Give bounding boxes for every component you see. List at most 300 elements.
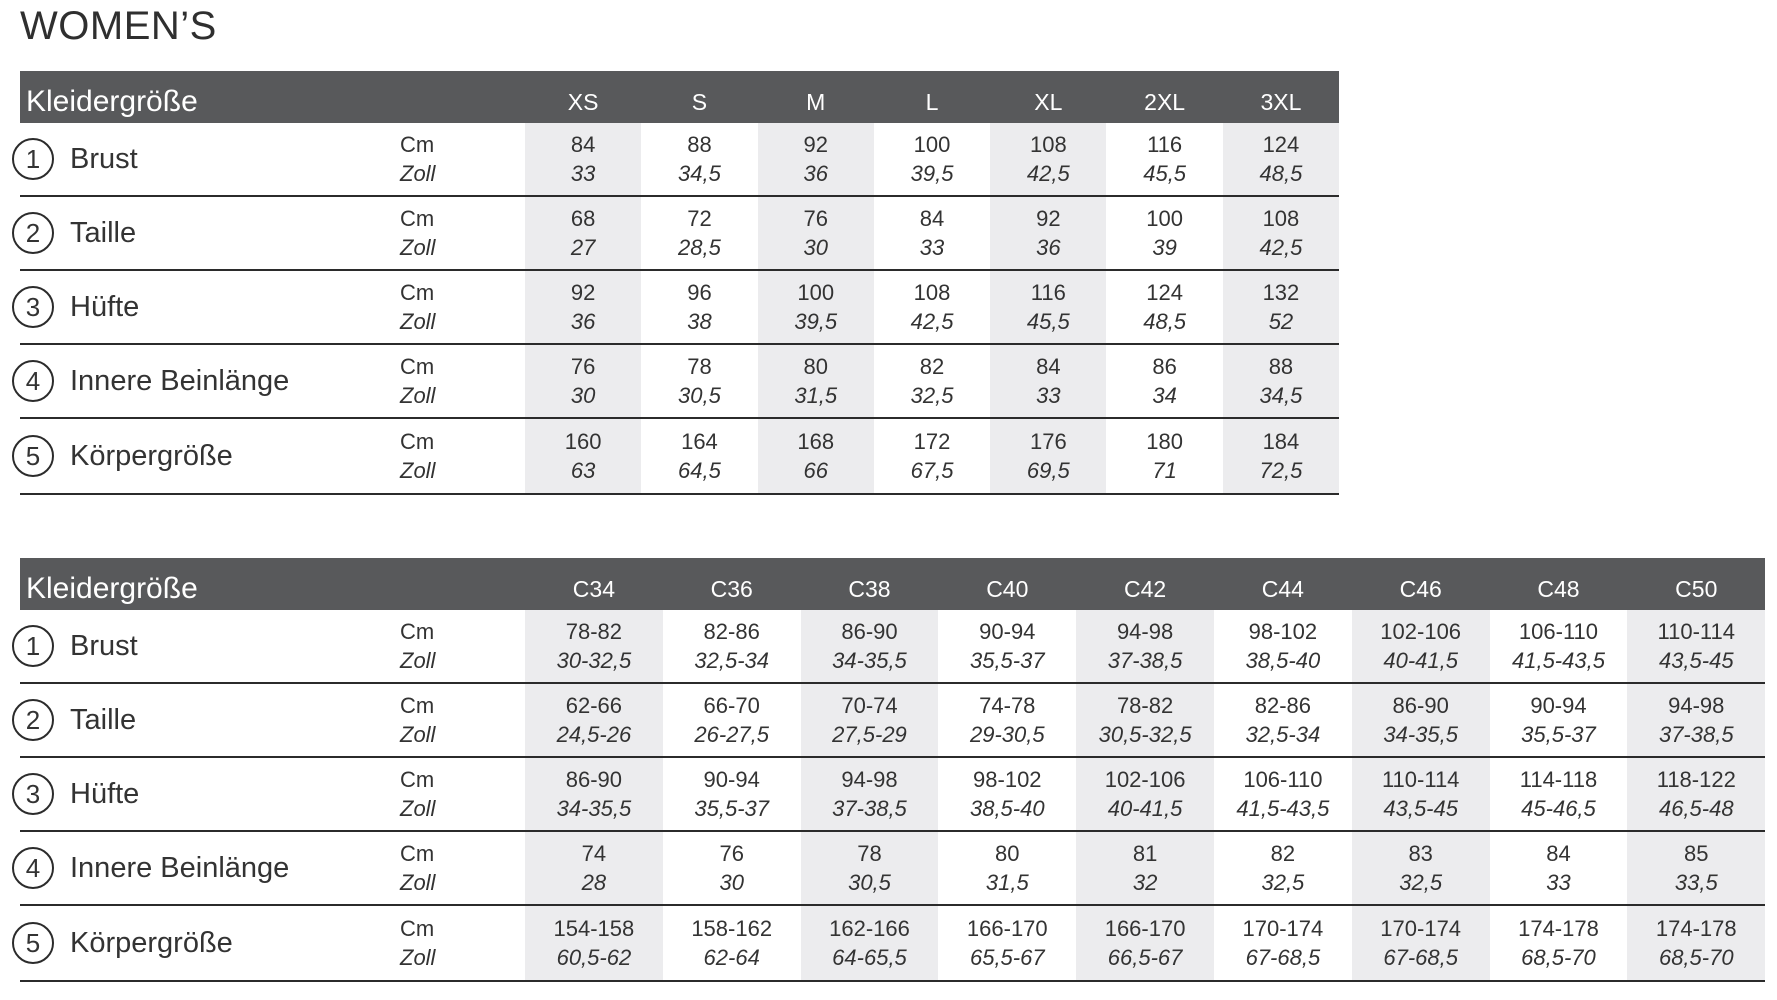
size-cell bbox=[641, 123, 757, 195]
value-inch: 37-38,5 bbox=[832, 796, 907, 821]
measurement-number: 4 bbox=[12, 847, 54, 889]
value-inch: 72,5 bbox=[1259, 458, 1303, 483]
size-cell bbox=[1352, 610, 1490, 682]
value-cm: 102-106 bbox=[1380, 619, 1462, 644]
size-cell bbox=[1352, 832, 1490, 904]
size-cell bbox=[1352, 758, 1490, 830]
unit-inch: Zoll bbox=[400, 870, 436, 895]
value-inch: 41,5-43,5 bbox=[1236, 796, 1330, 821]
value-inch: 32,5 bbox=[1399, 870, 1443, 895]
measurement-name: Hüfte bbox=[70, 290, 140, 323]
value-inch: 62-64 bbox=[703, 945, 760, 970]
value-cm: 170-174 bbox=[1242, 916, 1324, 941]
size-cell bbox=[1627, 684, 1765, 756]
unit-labels bbox=[400, 684, 525, 756]
measurement-label bbox=[20, 271, 400, 343]
value-inch: 27,5-29 bbox=[832, 722, 907, 747]
value-cm: 86-90 bbox=[841, 619, 898, 644]
value-inch: 34-35,5 bbox=[1383, 722, 1458, 747]
header-label: Kleidergröße bbox=[20, 71, 525, 123]
value-inch: 34,5 bbox=[1259, 383, 1303, 408]
value-cm: 164 bbox=[681, 429, 718, 454]
value-cm: 84 bbox=[570, 132, 596, 157]
value-cm: 100 bbox=[797, 280, 835, 305]
measurement-label bbox=[20, 610, 400, 682]
table-row bbox=[20, 684, 1765, 758]
unit-inch: Zoll bbox=[400, 161, 436, 186]
size-cell bbox=[641, 419, 757, 493]
value-cm: 84 bbox=[1546, 841, 1571, 866]
value-inch: 34,5 bbox=[678, 161, 721, 186]
size-cell bbox=[1223, 123, 1339, 195]
size-cell bbox=[1214, 832, 1352, 904]
value-cm: 116 bbox=[1030, 280, 1066, 305]
value-inch: 35,5-37 bbox=[1521, 722, 1596, 747]
value-cm: 92 bbox=[1036, 206, 1061, 231]
value-inch: 31,5 bbox=[794, 383, 838, 408]
value-cm: 98-102 bbox=[1248, 619, 1318, 644]
size-column-header: M bbox=[758, 71, 874, 123]
size-table-letter bbox=[20, 71, 1339, 495]
unit-cm: Cm bbox=[400, 841, 435, 866]
value-inch: 40-41,5 bbox=[1383, 648, 1458, 673]
size-cell bbox=[1214, 906, 1352, 980]
value-inch: 29-30,5 bbox=[969, 722, 1045, 747]
size-column-header: C48 bbox=[1490, 558, 1628, 610]
measurement-name: Hüfte bbox=[70, 777, 140, 810]
size-cell bbox=[1076, 684, 1214, 756]
unit-labels bbox=[400, 345, 525, 417]
size-cell bbox=[1490, 610, 1628, 682]
value-inch: 26-27,5 bbox=[694, 722, 769, 747]
size-column-header: L bbox=[874, 71, 990, 123]
value-cm: 84 bbox=[1036, 354, 1061, 379]
size-cell bbox=[1076, 758, 1214, 830]
value-inch: 48,5 bbox=[1143, 309, 1187, 334]
size-cell bbox=[990, 419, 1106, 493]
size-cell bbox=[758, 419, 874, 493]
unit-cm: Cm bbox=[400, 132, 435, 157]
value-inch: 35,5-37 bbox=[969, 648, 1045, 673]
value-inch: 64-65,5 bbox=[832, 945, 907, 970]
size-cell bbox=[1627, 758, 1765, 830]
value-cm: 92 bbox=[803, 132, 828, 157]
value-inch: 45,5 bbox=[1143, 161, 1187, 186]
unit-labels bbox=[400, 758, 525, 830]
size-cell bbox=[1214, 684, 1352, 756]
size-column-header: 3XL bbox=[1223, 71, 1339, 123]
size-cell bbox=[1627, 906, 1765, 980]
value-cm: 124 bbox=[1262, 132, 1300, 157]
value-inch: 39,5 bbox=[794, 309, 838, 334]
unit-inch: Zoll bbox=[400, 458, 436, 483]
measurement-number: 5 bbox=[12, 435, 54, 477]
value-inch: 38,5-40 bbox=[969, 796, 1045, 821]
size-column-header: C40 bbox=[938, 558, 1076, 610]
value-cm: 86 bbox=[1152, 354, 1177, 379]
value-cm: 88 bbox=[687, 132, 712, 157]
value-inch: 42,5 bbox=[910, 309, 954, 334]
value-cm: 170-174 bbox=[1380, 916, 1462, 941]
table-row bbox=[20, 197, 1339, 271]
measurement-label bbox=[20, 123, 400, 195]
value-cm: 78 bbox=[687, 354, 712, 379]
size-cell bbox=[1490, 758, 1628, 830]
size-cell bbox=[1076, 610, 1214, 682]
value-cm: 180 bbox=[1146, 429, 1183, 454]
measurement-label bbox=[20, 419, 400, 493]
unit-inch: Zoll bbox=[400, 383, 436, 408]
value-inch: 32,5 bbox=[910, 383, 954, 408]
value-inch: 48,5 bbox=[1259, 161, 1303, 186]
value-cm: 62-66 bbox=[565, 693, 623, 718]
size-cell bbox=[990, 197, 1106, 269]
unit-inch: Zoll bbox=[400, 722, 436, 747]
value-cm: 166-170 bbox=[1104, 916, 1186, 941]
value-inch: 34 bbox=[1152, 383, 1177, 408]
unit-cm: Cm bbox=[400, 206, 435, 231]
value-inch: 24,5-26 bbox=[556, 722, 632, 747]
value-inch: 42,5 bbox=[1259, 235, 1303, 260]
value-cm: 70-74 bbox=[841, 693, 898, 718]
size-column-header: S bbox=[641, 71, 757, 123]
value-cm: 74-78 bbox=[979, 693, 1036, 718]
size-cell bbox=[801, 906, 939, 980]
value-inch: 30,5-32,5 bbox=[1098, 722, 1192, 747]
size-cell bbox=[1627, 610, 1765, 682]
value-cm: 176 bbox=[1029, 429, 1067, 454]
size-cell bbox=[525, 832, 663, 904]
size-cell bbox=[990, 345, 1106, 417]
value-cm: 96 bbox=[687, 280, 712, 305]
size-column-header: XS bbox=[525, 71, 641, 123]
unit-cm: Cm bbox=[400, 916, 435, 941]
value-inch: 34-35,5 bbox=[556, 796, 632, 821]
value-cm: 168 bbox=[797, 429, 835, 454]
measurement-number: 4 bbox=[12, 360, 54, 402]
value-inch: 69,5 bbox=[1026, 458, 1070, 483]
value-cm: 158-162 bbox=[691, 916, 773, 941]
unit-inch: Zoll bbox=[400, 648, 436, 673]
size-column-header: C46 bbox=[1352, 558, 1490, 610]
value-cm: 174-178 bbox=[1655, 916, 1737, 941]
size-cell bbox=[1352, 684, 1490, 756]
unit-inch: Zoll bbox=[400, 309, 436, 334]
value-inch: 32,5-34 bbox=[1245, 722, 1321, 747]
size-cell bbox=[663, 610, 801, 682]
size-column-header: C42 bbox=[1076, 558, 1214, 610]
size-cell bbox=[758, 197, 874, 269]
value-inch: 32 bbox=[1132, 870, 1158, 895]
value-inch: 30 bbox=[803, 235, 828, 260]
value-cm: 108 bbox=[1029, 132, 1067, 157]
value-inch: 32,5 bbox=[1261, 870, 1305, 895]
size-cell bbox=[1490, 832, 1628, 904]
size-cell bbox=[758, 271, 874, 343]
value-cm: 94-98 bbox=[841, 767, 898, 792]
size-cell bbox=[663, 684, 801, 756]
table-header bbox=[20, 71, 1339, 123]
measurement-number: 3 bbox=[12, 286, 54, 328]
value-cm: 106-110 bbox=[1518, 619, 1599, 644]
value-cm: 78-82 bbox=[1116, 693, 1174, 718]
value-cm: 85 bbox=[1684, 841, 1709, 866]
value-inch: 32,5-34 bbox=[694, 648, 769, 673]
size-cell bbox=[1106, 123, 1222, 195]
size-column-header: C44 bbox=[1214, 558, 1352, 610]
measurement-name: Innere Beinlänge bbox=[70, 364, 290, 397]
value-inch: 67-68,5 bbox=[1245, 945, 1321, 970]
size-cell bbox=[801, 758, 939, 830]
unit-inch: Zoll bbox=[400, 235, 436, 260]
value-inch: 42,5 bbox=[1026, 161, 1070, 186]
value-cm: 78 bbox=[857, 841, 882, 866]
value-cm: 114-118 bbox=[1519, 767, 1598, 792]
measurement-name: Körpergröße bbox=[70, 926, 233, 959]
measurement-name: Taille bbox=[70, 216, 137, 249]
size-cell bbox=[525, 123, 641, 195]
table-row bbox=[20, 123, 1339, 197]
size-cell bbox=[1223, 197, 1339, 269]
measurement-name: Brust bbox=[70, 629, 138, 662]
value-inch: 39 bbox=[1152, 235, 1177, 260]
measurement-label bbox=[20, 197, 400, 269]
size-cell bbox=[990, 123, 1106, 195]
measurement-number: 1 bbox=[12, 138, 54, 180]
table-row bbox=[20, 906, 1765, 982]
size-cell bbox=[938, 610, 1076, 682]
unit-labels bbox=[400, 832, 525, 904]
size-cell bbox=[1106, 345, 1222, 417]
value-inch: 30,5 bbox=[678, 383, 721, 408]
value-cm: 86-90 bbox=[565, 767, 623, 792]
value-inch: 33,5 bbox=[1674, 870, 1718, 895]
size-cell bbox=[1076, 832, 1214, 904]
unit-labels bbox=[400, 197, 525, 269]
value-inch: 31,5 bbox=[985, 870, 1029, 895]
size-cell bbox=[938, 684, 1076, 756]
measurement-name: Taille bbox=[70, 703, 137, 736]
unit-labels bbox=[400, 123, 525, 195]
value-cm: 100 bbox=[1146, 206, 1183, 231]
size-cell bbox=[801, 684, 939, 756]
value-inch: 37-38,5 bbox=[1658, 722, 1734, 747]
size-cell bbox=[758, 345, 874, 417]
value-inch: 60,5-62 bbox=[556, 945, 632, 970]
value-inch: 46,5-48 bbox=[1658, 796, 1734, 821]
value-cm: 106-110 bbox=[1243, 767, 1323, 792]
size-cell bbox=[874, 197, 990, 269]
size-cell bbox=[1223, 419, 1339, 493]
value-cm: 74 bbox=[581, 841, 607, 866]
value-cm: 84 bbox=[919, 206, 945, 231]
value-inch: 63 bbox=[570, 458, 596, 483]
unit-inch: Zoll bbox=[400, 796, 436, 821]
value-cm: 86-90 bbox=[1392, 693, 1449, 718]
value-inch: 37-38,5 bbox=[1107, 648, 1183, 673]
value-inch: 68,5-70 bbox=[1658, 945, 1734, 970]
value-cm: 66-70 bbox=[703, 693, 760, 718]
value-cm: 174-178 bbox=[1518, 916, 1599, 941]
value-inch: 36 bbox=[570, 309, 596, 334]
size-cell bbox=[758, 123, 874, 195]
value-cm: 80 bbox=[995, 841, 1020, 866]
size-cell bbox=[1223, 345, 1339, 417]
size-cell bbox=[990, 271, 1106, 343]
size-cell bbox=[938, 832, 1076, 904]
measurement-name: Körpergröße bbox=[70, 439, 233, 472]
measurement-number: 2 bbox=[12, 699, 54, 741]
measurement-label bbox=[20, 684, 400, 756]
value-cm: 90-94 bbox=[1530, 693, 1587, 718]
size-column-header: C36 bbox=[663, 558, 801, 610]
value-inch: 67,5 bbox=[910, 458, 954, 483]
size-cell bbox=[801, 610, 939, 682]
value-cm: 82 bbox=[919, 354, 945, 379]
size-cell bbox=[525, 684, 663, 756]
value-cm: 102-106 bbox=[1104, 767, 1186, 792]
value-cm: 76 bbox=[570, 354, 596, 379]
unit-cm: Cm bbox=[400, 693, 435, 718]
size-cell bbox=[874, 419, 990, 493]
size-cell bbox=[641, 271, 757, 343]
size-cell bbox=[525, 419, 641, 493]
value-inch: 33 bbox=[919, 235, 945, 260]
value-cm: 82-86 bbox=[1254, 693, 1312, 718]
value-cm: 94-98 bbox=[1668, 693, 1725, 718]
size-column-header: C34 bbox=[525, 558, 663, 610]
measurement-label bbox=[20, 832, 400, 904]
size-cell bbox=[874, 123, 990, 195]
table-row bbox=[20, 345, 1339, 419]
value-inch: 65,5-67 bbox=[969, 945, 1045, 970]
value-inch: 30-32,5 bbox=[556, 648, 632, 673]
value-cm: 118-122 bbox=[1656, 767, 1736, 792]
value-cm: 108 bbox=[913, 280, 951, 305]
size-cell bbox=[1106, 197, 1222, 269]
table-row bbox=[20, 271, 1339, 345]
size-cell bbox=[663, 758, 801, 830]
unit-inch: Zoll bbox=[400, 945, 436, 970]
size-cell bbox=[663, 832, 801, 904]
value-cm: 162-166 bbox=[829, 916, 910, 941]
value-cm: 82 bbox=[1270, 841, 1296, 866]
header-label: Kleidergröße bbox=[20, 558, 525, 610]
unit-cm: Cm bbox=[400, 280, 435, 305]
size-cell bbox=[525, 345, 641, 417]
size-cell bbox=[1214, 610, 1352, 682]
value-inch: 66,5-67 bbox=[1107, 945, 1183, 970]
value-cm: 100 bbox=[913, 132, 951, 157]
size-cell bbox=[1214, 758, 1352, 830]
measurement-label bbox=[20, 758, 400, 830]
value-inch: 28,5 bbox=[678, 235, 721, 260]
value-inch: 66 bbox=[803, 458, 828, 483]
size-cell bbox=[1106, 419, 1222, 493]
size-cell bbox=[1106, 271, 1222, 343]
size-cell bbox=[1076, 906, 1214, 980]
size-cell bbox=[1352, 906, 1490, 980]
value-inch: 33 bbox=[570, 161, 596, 186]
unit-labels bbox=[400, 271, 525, 343]
value-cm: 160 bbox=[564, 429, 602, 454]
size-column-header: C50 bbox=[1627, 558, 1765, 610]
value-cm: 184 bbox=[1262, 429, 1300, 454]
size-cell bbox=[1223, 271, 1339, 343]
value-cm: 166-170 bbox=[966, 916, 1048, 941]
value-inch: 43,5-45 bbox=[1658, 648, 1734, 673]
value-inch: 52 bbox=[1268, 309, 1294, 334]
unit-cm: Cm bbox=[400, 767, 435, 792]
value-cm: 92 bbox=[570, 280, 596, 305]
value-inch: 34-35,5 bbox=[832, 648, 907, 673]
value-cm: 88 bbox=[1268, 354, 1294, 379]
page-title: WOMEN’S bbox=[20, 4, 217, 48]
value-cm: 90-94 bbox=[703, 767, 760, 792]
size-column-header: 2XL bbox=[1106, 71, 1222, 123]
value-cm: 82-86 bbox=[703, 619, 760, 644]
measurement-number: 1 bbox=[12, 625, 54, 667]
unit-labels bbox=[400, 419, 525, 493]
value-inch: 64,5 bbox=[678, 458, 721, 483]
value-inch: 30,5 bbox=[848, 870, 891, 895]
value-cm: 110-114 bbox=[1657, 619, 1736, 644]
measurement-label bbox=[20, 345, 400, 417]
value-inch: 45-46,5 bbox=[1521, 796, 1596, 821]
size-cell bbox=[874, 271, 990, 343]
size-cell bbox=[641, 345, 757, 417]
value-inch: 36 bbox=[803, 161, 828, 186]
value-cm: 94-98 bbox=[1116, 619, 1174, 644]
value-cm: 108 bbox=[1262, 206, 1300, 231]
value-cm: 110-114 bbox=[1381, 767, 1460, 792]
measurement-name: Brust bbox=[70, 142, 138, 175]
size-cell bbox=[874, 345, 990, 417]
value-inch: 40-41,5 bbox=[1107, 796, 1183, 821]
value-inch: 38,5-40 bbox=[1245, 648, 1321, 673]
size-cell bbox=[641, 197, 757, 269]
table-header bbox=[20, 558, 1765, 610]
measurement-number: 2 bbox=[12, 212, 54, 254]
value-inch: 68,5-70 bbox=[1521, 945, 1596, 970]
size-column-header: XL bbox=[990, 71, 1106, 123]
value-inch: 28 bbox=[581, 870, 607, 895]
size-column-header: C38 bbox=[801, 558, 939, 610]
value-inch: 35,5-37 bbox=[694, 796, 769, 821]
value-cm: 124 bbox=[1146, 280, 1183, 305]
size-cell bbox=[525, 758, 663, 830]
unit-cm: Cm bbox=[400, 429, 435, 454]
table-row bbox=[20, 610, 1765, 684]
size-cell bbox=[801, 832, 939, 904]
value-inch: 45,5 bbox=[1026, 309, 1070, 334]
value-inch: 38 bbox=[687, 309, 712, 334]
value-inch: 41,5-43,5 bbox=[1511, 648, 1605, 673]
size-cell bbox=[1627, 832, 1765, 904]
size-cell bbox=[1490, 684, 1628, 756]
table-row bbox=[20, 832, 1765, 906]
value-cm: 83 bbox=[1408, 841, 1433, 866]
value-cm: 72 bbox=[687, 206, 712, 231]
value-cm: 98-102 bbox=[973, 767, 1042, 792]
value-inch: 33 bbox=[1036, 383, 1061, 408]
size-cell bbox=[938, 758, 1076, 830]
value-inch: 36 bbox=[1036, 235, 1061, 260]
unit-labels bbox=[400, 906, 525, 980]
measurement-label bbox=[20, 906, 400, 980]
value-cm: 80 bbox=[803, 354, 828, 379]
value-cm: 154-158 bbox=[553, 916, 635, 941]
